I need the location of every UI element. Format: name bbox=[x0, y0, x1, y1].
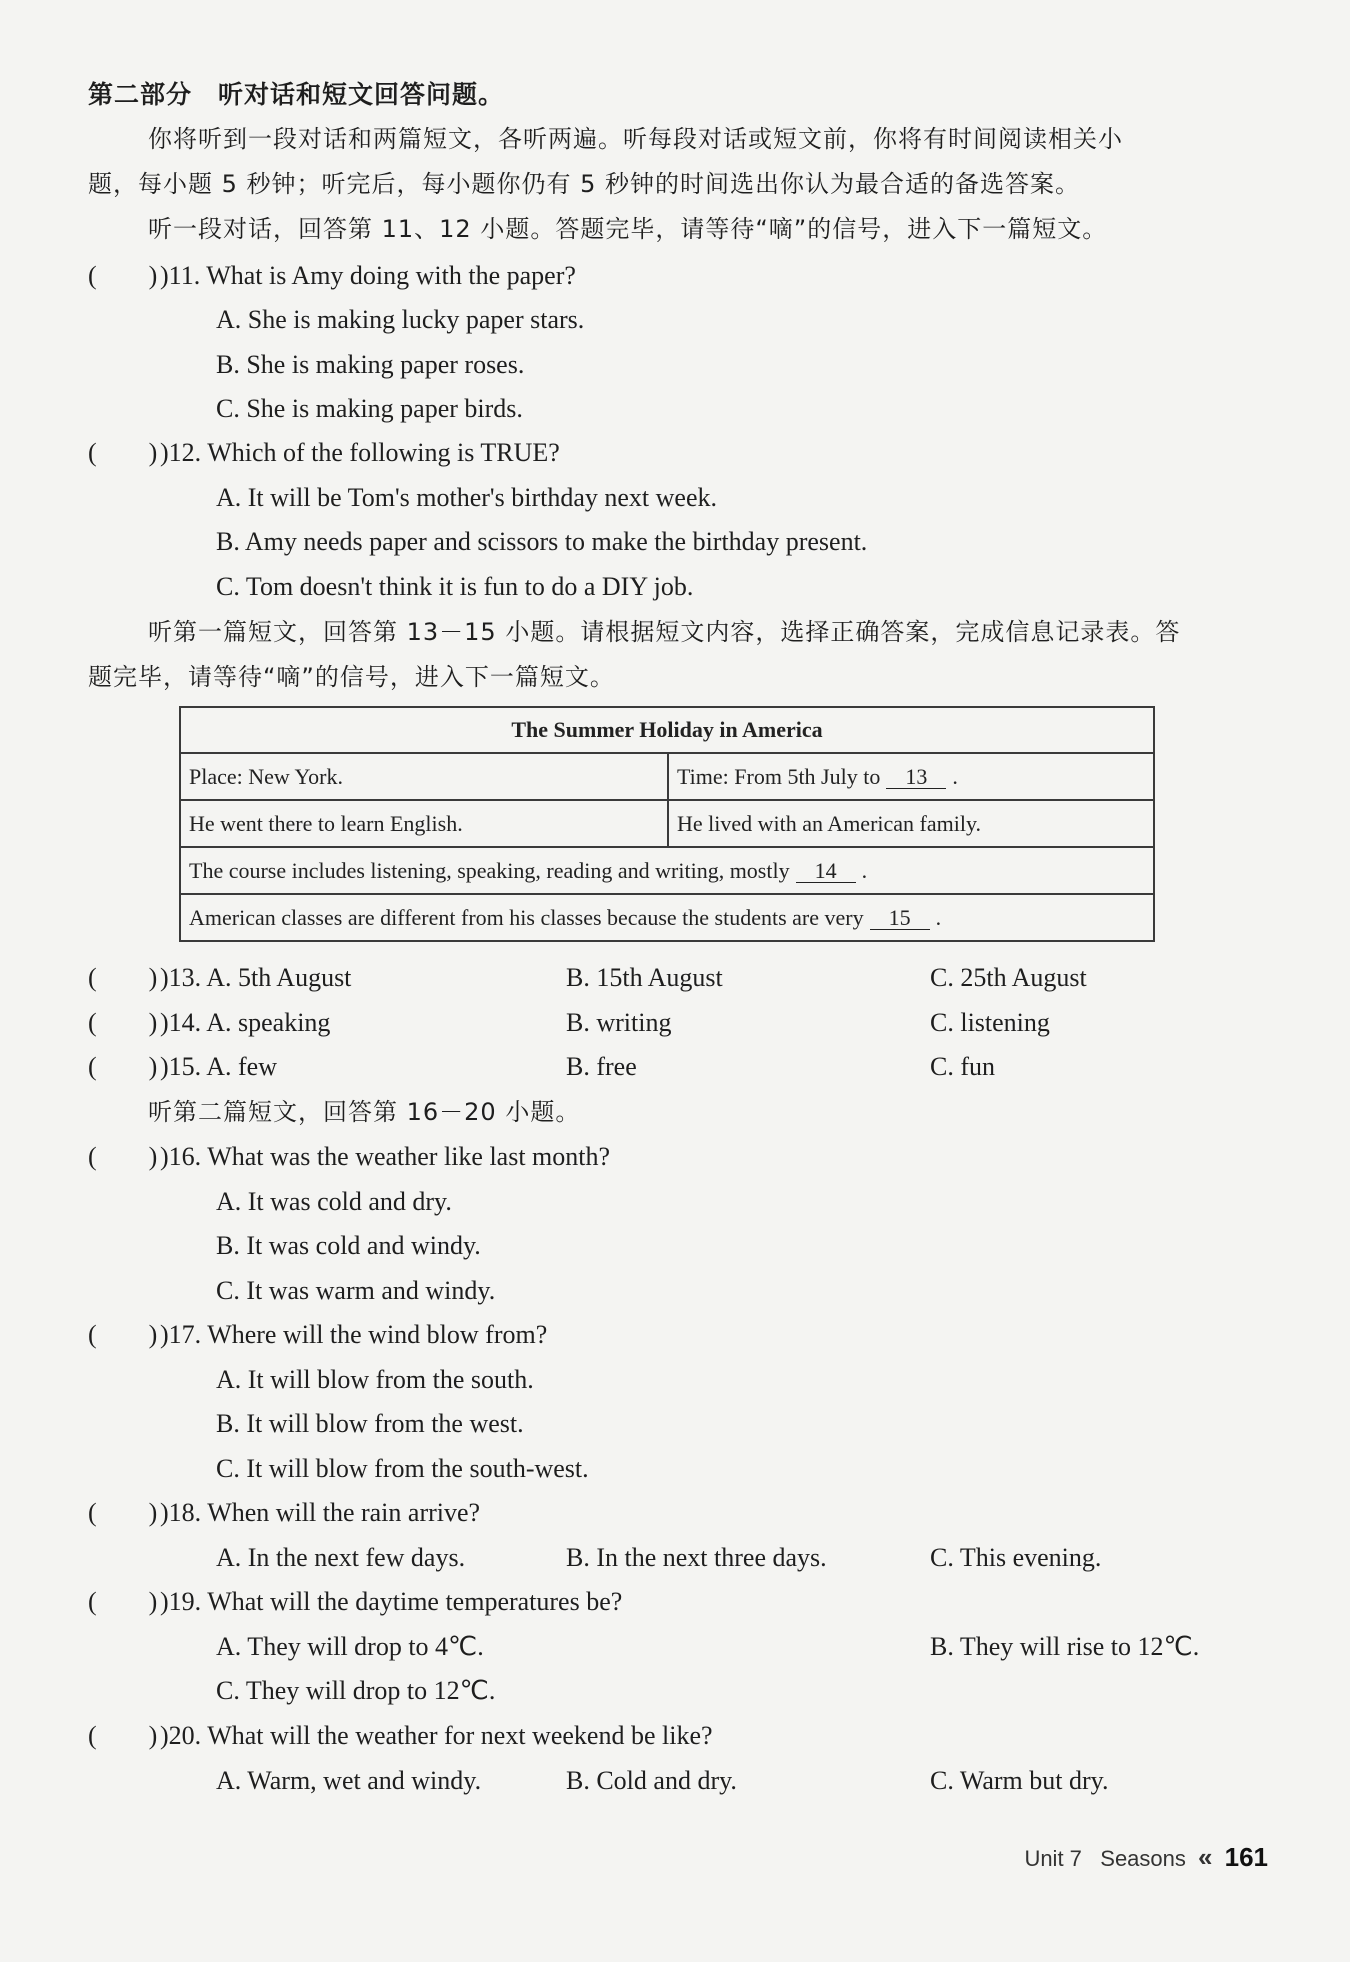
intro-line-1: 你将听到一段对话和两篇短文，各听两遍。听每段对话或短文前，你将有时间阅读相关小 bbox=[148, 125, 1123, 153]
question-13: )13. A. 5th August bbox=[160, 963, 352, 992]
intro-line-2: 题，每小题 5 秒钟；听完后，每小题你仍有 5 秒钟的时间选出你认为最合适的备选答案。 bbox=[88, 170, 1081, 198]
q15-option-b: B. free bbox=[566, 1052, 637, 1081]
table-cell-went: He went there to learn English. bbox=[180, 800, 668, 847]
period: . bbox=[935, 904, 942, 930]
period: . bbox=[861, 857, 868, 883]
question-15: )15. A. few bbox=[160, 1052, 277, 1081]
page-number: 161 bbox=[1224, 1842, 1268, 1872]
classes-prefix: American classes are different from his classes because the students are very bbox=[189, 904, 864, 930]
q20-option-c: C. Warm but dry. bbox=[930, 1766, 1109, 1795]
time-prefix: Time: From 5th July to bbox=[677, 763, 881, 789]
q18-option-a: A. In the next few days. bbox=[216, 1543, 466, 1572]
question-18: )18. When will the rain arrive? bbox=[160, 1498, 481, 1527]
answer-paren[interactable]: ( ) bbox=[88, 261, 158, 290]
q18-option-c: C. This evening. bbox=[930, 1543, 1102, 1572]
q17-option-a: A. It will blow from the south. bbox=[216, 1365, 534, 1394]
section-heading: 第二部分 听对话和短文回答问题。 bbox=[88, 80, 505, 109]
answer-paren[interactable]: ( ) bbox=[88, 1052, 158, 1081]
q14-option-c: C. listening bbox=[930, 1008, 1050, 1037]
answer-paren[interactable]: ( ) bbox=[88, 438, 158, 467]
course-prefix: The course includes listening, speaking, reading and writing, mostly bbox=[189, 857, 790, 883]
footer-title: Seasons bbox=[1100, 1846, 1186, 1871]
q19-option-a: A. They will drop to 4℃. bbox=[216, 1632, 484, 1661]
q11-option-a: A. She is making lucky paper stars. bbox=[216, 305, 585, 334]
q16-option-c: C. It was warm and windy. bbox=[216, 1276, 496, 1305]
q15-option-c: C. fun bbox=[930, 1052, 995, 1081]
q18-option-b: B. In the next three days. bbox=[566, 1543, 827, 1572]
dialogue-instruction: 听一段对话，回答第 11、12 小题。答题完毕，请等待“嘀”的信号，进入下一篇短文。 bbox=[148, 215, 1108, 243]
period: . bbox=[952, 763, 958, 789]
blank-15[interactable]: 15 bbox=[870, 907, 930, 930]
footer-unit: Unit 7 bbox=[1024, 1846, 1082, 1871]
question-11: )11. What is Amy doing with the paper? bbox=[160, 261, 576, 290]
info-record-table bbox=[179, 706, 1155, 942]
table-cell-course bbox=[180, 847, 1154, 894]
table-cell-place: Place: New York. bbox=[180, 753, 668, 800]
passage2-instruction: 听第二篇短文，回答第 16－20 小题。 bbox=[148, 1098, 581, 1126]
answer-paren[interactable]: ( ) bbox=[88, 1320, 158, 1349]
q19-option-c: C. They will drop to 12℃. bbox=[216, 1676, 496, 1705]
q12-option-a: A. It will be Tom's mother's birthday next week. bbox=[216, 483, 717, 512]
q12-option-c: C. Tom doesn't think it is fun to do a DIY job. bbox=[216, 572, 694, 601]
q20-option-b: B. Cold and dry. bbox=[566, 1766, 737, 1795]
answer-paren[interactable]: ( ) bbox=[88, 1008, 158, 1037]
table-title: The Summer Holiday in America bbox=[180, 707, 1154, 753]
blank-13[interactable]: 13 bbox=[886, 766, 946, 789]
chevron-left-icon: « bbox=[1198, 1842, 1213, 1872]
q11-option-b: B. She is making paper roses. bbox=[216, 350, 525, 379]
q13-option-c: C. 25th August bbox=[930, 963, 1087, 992]
page-footer bbox=[1024, 1842, 1268, 1873]
question-20: )20. What will the weather for next weekend be like? bbox=[160, 1721, 713, 1750]
blank-14[interactable]: 14 bbox=[796, 860, 856, 883]
q13-option-b: B. 15th August bbox=[566, 963, 723, 992]
answer-paren[interactable]: ( ) bbox=[88, 1721, 158, 1750]
answer-paren[interactable]: ( ) bbox=[88, 1142, 158, 1171]
q11-option-c: C. She is making paper birds. bbox=[216, 394, 523, 423]
question-19: )19. What will the daytime temperatures be? bbox=[160, 1587, 623, 1616]
table-cell-classes bbox=[180, 894, 1154, 941]
answer-paren[interactable]: ( ) bbox=[88, 963, 158, 992]
passage1-instruction-1: 听第一篇短文，回答第 13－15 小题。请根据短文内容，选择正确答案，完成信息记录表。答 bbox=[148, 618, 1181, 646]
answer-paren[interactable]: ( ) bbox=[88, 1587, 158, 1616]
q17-option-c: C. It will blow from the south-west. bbox=[216, 1454, 589, 1483]
passage1-instruction-2: 题完毕，请等待“嘀”的信号，进入下一篇短文。 bbox=[88, 663, 615, 691]
q12-option-b: B. Amy needs paper and scissors to make the birthday present. bbox=[216, 527, 868, 556]
table-cell-lived: He lived with an American family. bbox=[668, 800, 1154, 847]
question-16: )16. What was the weather like last month? bbox=[160, 1142, 611, 1171]
q20-option-a: A. Warm, wet and windy. bbox=[216, 1766, 482, 1795]
q16-option-b: B. It was cold and windy. bbox=[216, 1231, 481, 1260]
q17-option-b: B. It will blow from the west. bbox=[216, 1409, 524, 1438]
question-12: )12. Which of the following is TRUE? bbox=[160, 438, 560, 467]
q14-option-b: B. writing bbox=[566, 1008, 672, 1037]
question-14: )14. A. speaking bbox=[160, 1008, 331, 1037]
table-cell-time bbox=[668, 753, 1154, 800]
q16-option-a: A. It was cold and dry. bbox=[216, 1187, 452, 1216]
question-17: )17. Where will the wind blow from? bbox=[160, 1320, 548, 1349]
q19-option-b: B. They will rise to 12℃. bbox=[930, 1632, 1200, 1661]
answer-paren[interactable]: ( ) bbox=[88, 1498, 158, 1527]
